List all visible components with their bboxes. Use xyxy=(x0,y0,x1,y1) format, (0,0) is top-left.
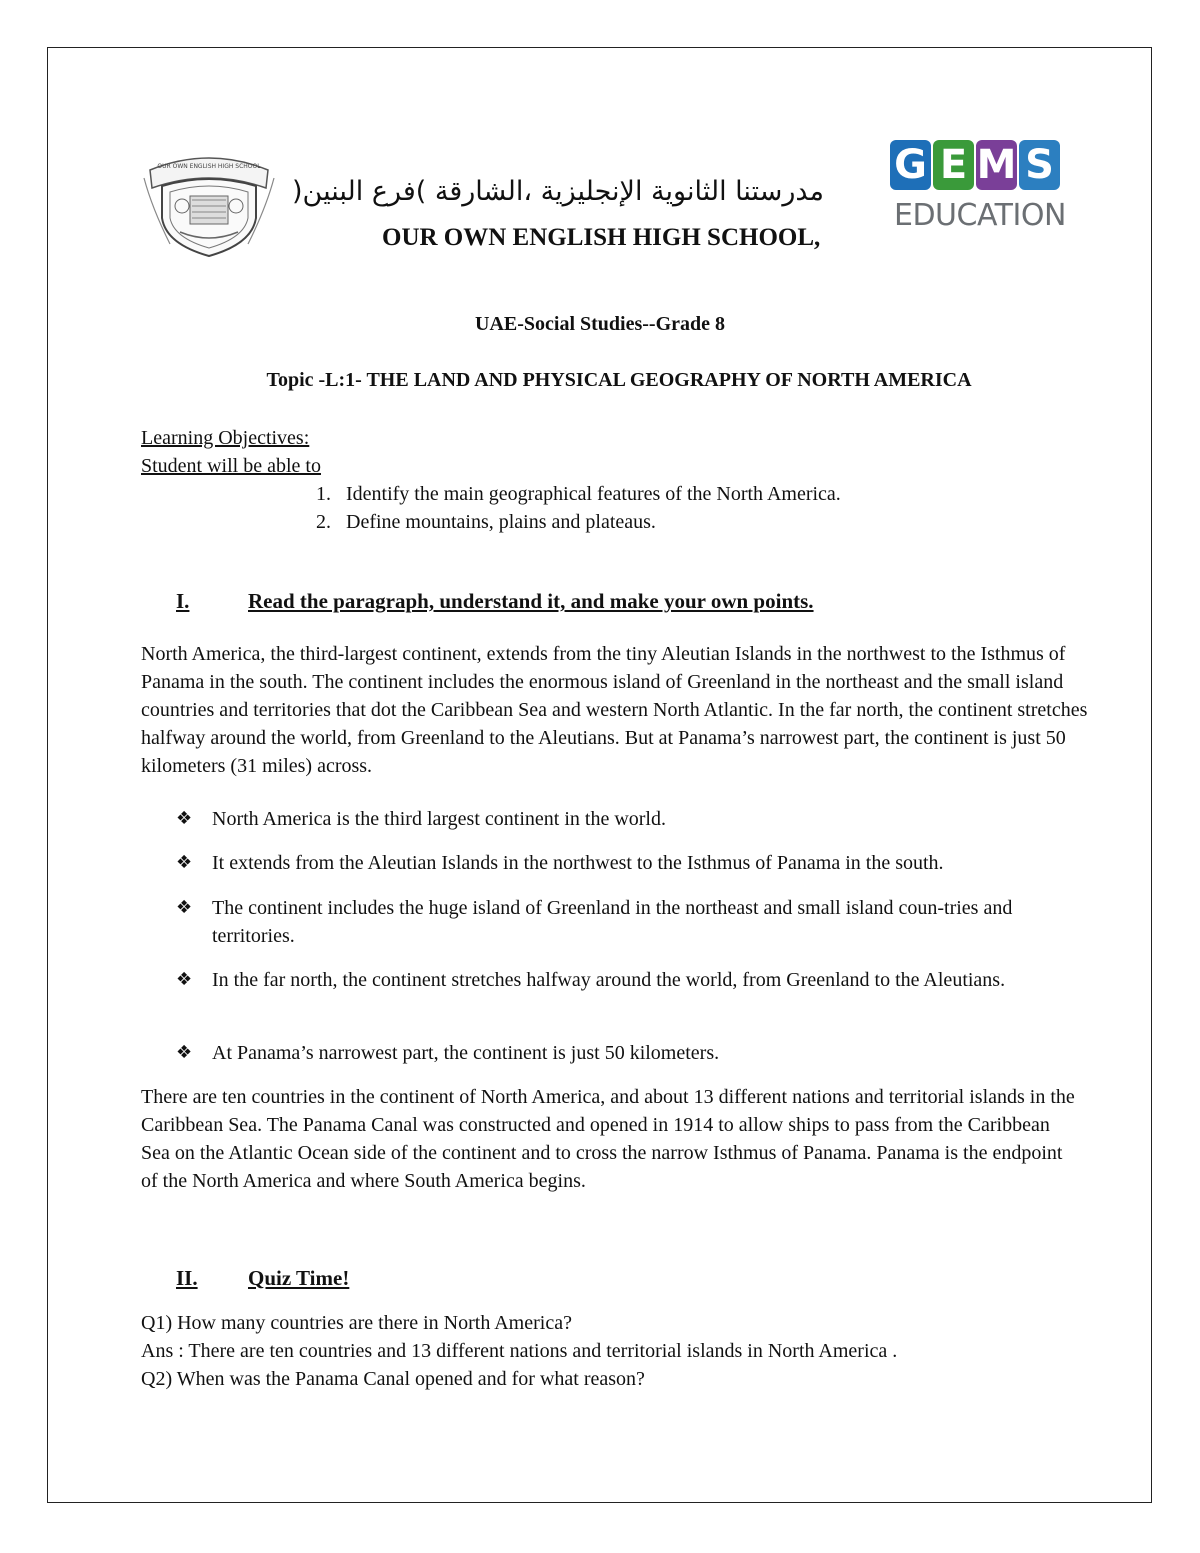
objective-text: Identify the main geographical features of the North America. xyxy=(346,483,841,505)
section1-number: I. xyxy=(176,589,190,613)
bullet-item xyxy=(176,894,1056,950)
diamond-bullet-icon: ❖ xyxy=(176,897,193,918)
section2-title: Quiz Time! xyxy=(248,1266,350,1290)
bullet-text: The continent includes the huge island of Greenland in the northeast and small island coun-tries and territories. xyxy=(212,897,1013,947)
subject-title: UAE-Social Studies--Grade 8 xyxy=(475,313,725,335)
bullet-item xyxy=(176,1039,1076,1067)
diamond-bullet-icon: ❖ xyxy=(176,852,193,873)
diamond-bullet-icon: ❖ xyxy=(176,1042,193,1063)
objective-text: Define mountains, plains and plateaus. xyxy=(346,511,656,533)
bullet-text: North America is the third largest continent in the world. xyxy=(212,808,666,830)
diamond-bullet-icon: ❖ xyxy=(176,808,193,829)
school-name-arabic: مدرستنا الثانوية الإنجليزية ،الشارقة )فرع البنين( xyxy=(292,176,824,207)
objectives-heading: Learning Objectives: xyxy=(141,427,310,449)
bullet-text: In the far north, the continent stretches halfway around the world, from Greenland to the Aleutians. xyxy=(212,969,1006,991)
bullet-item xyxy=(176,966,1056,994)
gems-education-logo xyxy=(890,140,1066,240)
objectives-lead: Student will be able to xyxy=(141,455,321,477)
bullet-item xyxy=(176,805,1076,833)
gems-letter-e: E xyxy=(933,140,974,190)
objective-number: 1. xyxy=(316,483,331,505)
bullet-item xyxy=(176,849,1076,877)
gems-letter-m: M xyxy=(976,142,1017,188)
crest-banner-text: OUR OWN ENGLISH HIGH SCHOOL xyxy=(157,163,261,170)
bullet-text: At Panama’s narrowest part, the continent is just 50 kilometers. xyxy=(212,1042,720,1064)
school-name: OUR OWN ENGLISH HIGH SCHOOL, xyxy=(382,224,821,251)
quiz-question-2: Q2) When was the Panama Canal opened and for what reason? xyxy=(141,1368,645,1390)
objective-item xyxy=(316,508,656,536)
quiz-question-1: Q1) How many countries are there in North America? xyxy=(141,1312,572,1334)
gems-logo-mark xyxy=(890,140,1060,190)
quiz-answer-1: Ans : There are ten countries and 13 different nations and territorial islands in North America . xyxy=(141,1340,898,1362)
objective-item xyxy=(316,480,841,508)
section1-title: Read the paragraph, understand it, and make your own points. xyxy=(248,589,814,613)
section2-number: II. xyxy=(176,1266,198,1290)
diamond-bullet-icon: ❖ xyxy=(176,969,193,990)
topic-title: Topic -L:1- THE LAND AND PHYSICAL GEOGRAPHY OF NORTH AMERICA xyxy=(266,369,972,391)
gems-education-text: EDUCATION xyxy=(894,198,1066,233)
gems-letter-s: S xyxy=(1019,140,1060,190)
section1-paragraph: North America, the third-largest continent, extends from the tiny Aleutian Islands in the northwest to the Isthmus of Panama in the south. The continent includes the enormous island of Greenland in the northeast and the small island countries and territories that dot the Caribbean Sea and western North Atlantic. In the far north, the continent stretches halfway around the world, from Greenland to the Aleutians. But at Panama’s narrowest part, the continent is just 50 kilometers (31 miles) across. xyxy=(141,643,1088,777)
objective-number: 2. xyxy=(316,511,331,533)
gems-letter-g: G xyxy=(890,140,931,190)
bullet-text: It extends from the Aleutian Islands in the northwest to the Isthmus of Panama in the south. xyxy=(212,852,944,874)
section1-paragraph2: There are ten countries in the continent of North America, and about 13 different nations and territorial islands in the Caribbean Sea. The Panama Canal was constructed and opened in 1914 to allow ships to pass from the Caribbean Sea on the Atlantic Ocean side of the continent and to cross the narrow Isthmus of Panama. Panama is the endpoint of the North America and where South America begins. xyxy=(141,1086,1075,1192)
